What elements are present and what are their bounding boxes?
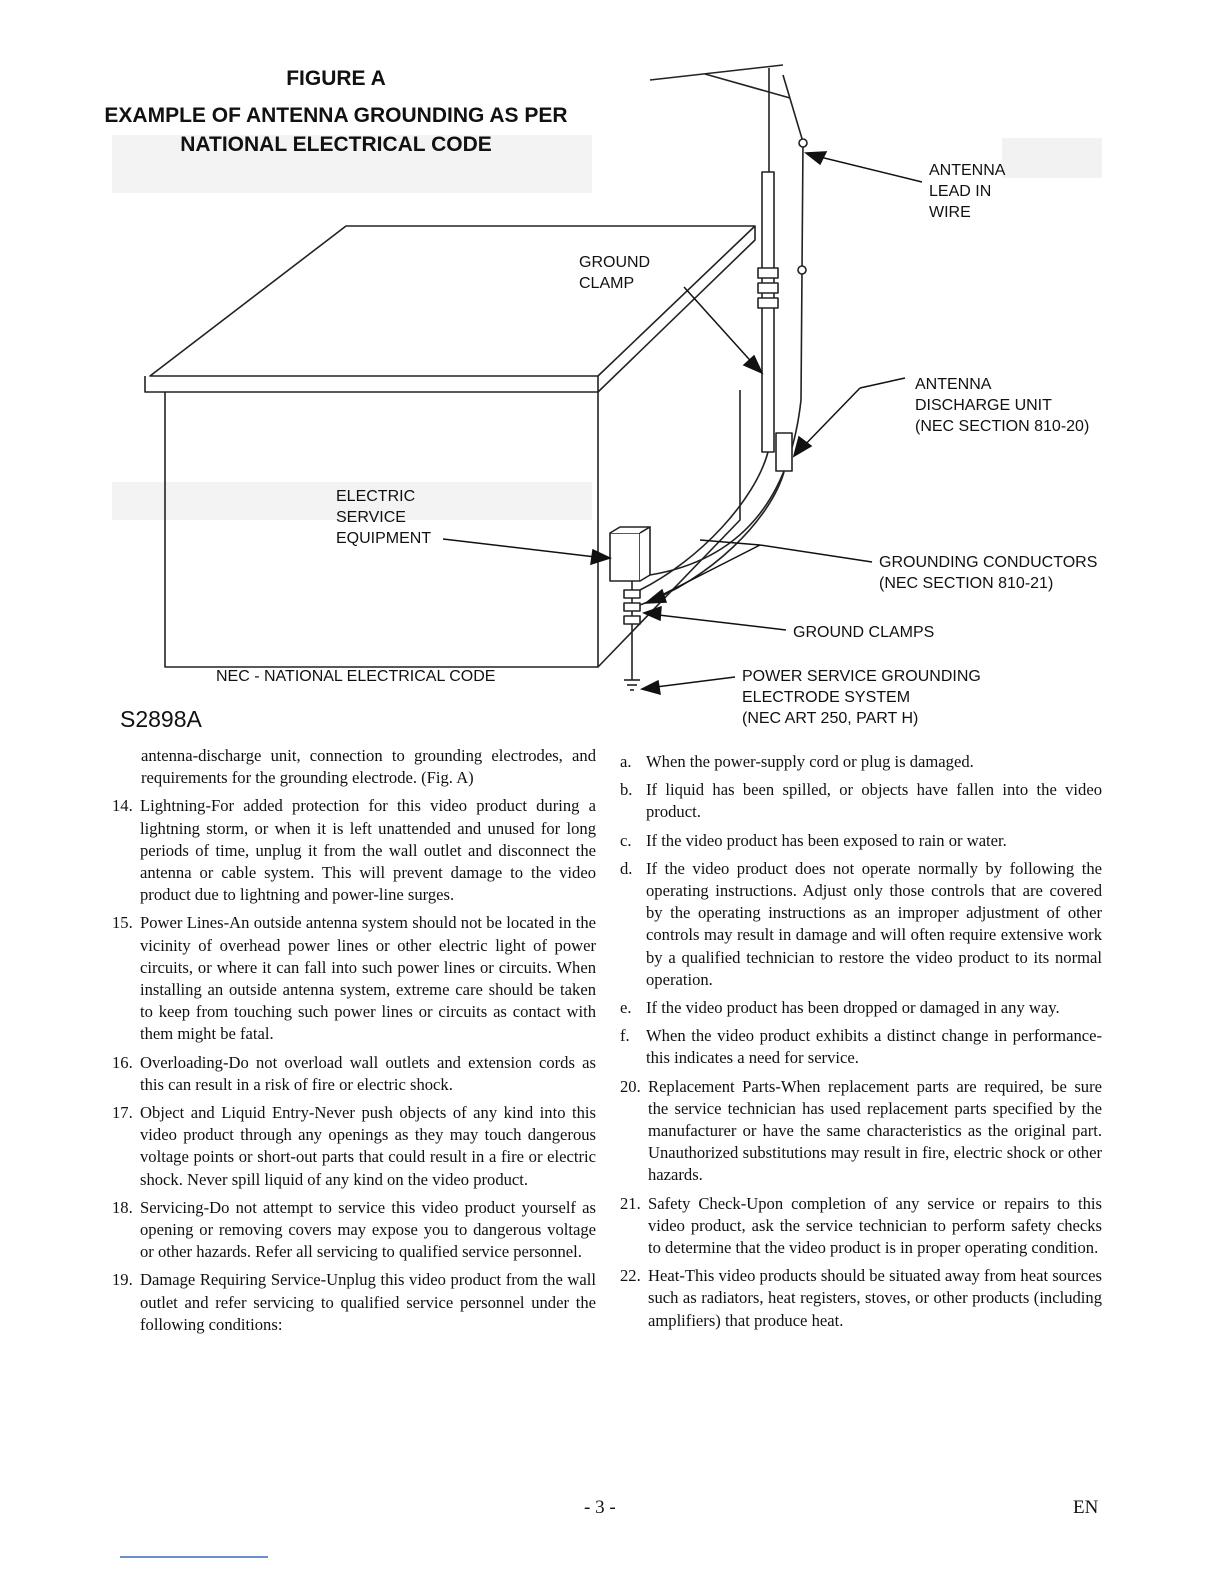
item-text: When the power-supply cord or plug is damaged. bbox=[646, 752, 974, 771]
list-item bbox=[620, 1193, 1102, 1260]
antenna-grounding-diagram bbox=[0, 0, 1224, 740]
item-text: If the video product has been dropped or damaged in any way. bbox=[646, 998, 1060, 1018]
item-text: Safety Check-Upon completion of any service or repairs to this video product, ask the service technician to perform safety checks to determine that the video product is in proper operating condition. bbox=[648, 1193, 1102, 1258]
item-number: 20. bbox=[620, 1076, 641, 1096]
ground-clamp bbox=[624, 616, 640, 624]
item-text: Overloading-Do not overload wall outlets and extension cords as this can result in a risk of fire or electric shock. bbox=[140, 1052, 596, 1094]
scan-edge-line bbox=[120, 1556, 268, 1558]
item-number: 21. bbox=[620, 1193, 641, 1213]
list-item bbox=[112, 1052, 596, 1096]
list-item bbox=[620, 830, 1102, 852]
list-item bbox=[112, 1197, 596, 1264]
list-item bbox=[112, 795, 596, 906]
arrow-head bbox=[744, 356, 762, 373]
item-number: b. bbox=[620, 780, 633, 800]
ground-clamp-mast bbox=[758, 283, 778, 293]
list-item bbox=[620, 858, 1102, 991]
label-ground-clamp: GROUND CLAMP bbox=[579, 254, 651, 292]
item-text: Replacement Parts-When replacement parts are required, be sure the service technician has used replacement parts specified by the manufacturer or have the same characteristics as the original part. Unauthorized substitutions may result in fire, electric shock or other hazards. bbox=[648, 1076, 1102, 1185]
item-text: Power Lines-An outside antenna system should not be located in the vicinity of overhead power lines or other electric light of power circuits, or where it can fall into such power lines or circuits. When installing an outside antenna system, extreme care should be taken to keep from touching such power lines or circuits as contact with them might be fatal. bbox=[140, 913, 596, 1044]
item-number: 16. bbox=[112, 1052, 133, 1072]
house-roof bbox=[150, 226, 755, 376]
item-number: 15. bbox=[112, 913, 133, 933]
item-text: If the video product does not operate normally by following the operating instructions. Adjust only those controls that are covered by the operating instructions as an improper adjustment of other controls may result in damage and will often require extensive work by a qualified technician to restore the video product to its normal operation. bbox=[646, 858, 1102, 989]
model-number: S2898A bbox=[120, 706, 202, 732]
label-grounding-conductors: GROUNDING CONDUCTORS (NEC SECTION 810-21) bbox=[879, 554, 1098, 592]
item-text: If the video product has been exposed to rain or water. bbox=[646, 830, 1007, 850]
item-number: c. bbox=[620, 830, 632, 850]
item-number: d. bbox=[620, 858, 633, 878]
item-text: When the video product exhibits a distinct change in performance-this indicates a need for service. bbox=[646, 1026, 1102, 1068]
item-number: 18. bbox=[112, 1197, 133, 1217]
label-nec-note: NEC - NATIONAL ELECTRICAL CODE bbox=[216, 668, 496, 685]
label-antenna-discharge-unit: ANTENNA DISCHARGE UNIT (NEC SECTION 810-20) bbox=[915, 376, 1090, 435]
list-item bbox=[112, 1269, 596, 1336]
ground-clamp bbox=[624, 590, 640, 598]
ground-clamp bbox=[624, 603, 640, 611]
pointer-electric-service bbox=[443, 539, 604, 558]
item-text: Lightning-For added protection for this video product during a lightning storm, or when it is left unattended and unused for long periods of time, unplug it from the wall outlet and disconnect the antenna or cable system. This will prevent damage to the video product due to lightning and power-line surges. bbox=[140, 796, 596, 905]
list-item bbox=[620, 1076, 1102, 1187]
ground-clamp-mast bbox=[758, 298, 778, 308]
item-text: If liquid has been spilled, or objects have fallen into the video product. bbox=[646, 780, 1102, 822]
label-power-service: POWER SERVICE GROUNDING ELECTRODE SYSTEM (NEC ART 250, PART H) bbox=[742, 668, 981, 727]
arrow-head bbox=[806, 152, 826, 164]
standoff bbox=[799, 139, 807, 147]
language-code: EN bbox=[1073, 1497, 1099, 1518]
item-number: e. bbox=[620, 998, 632, 1018]
right-column bbox=[620, 751, 1102, 1338]
discharge-unit bbox=[776, 433, 792, 471]
arrow-head bbox=[646, 590, 666, 603]
arrow-head bbox=[591, 550, 610, 564]
item-text: Heat-This video products should be situated away from heat sources such as radiators, heat registers, stoves, or other products (including amplifiers) that produce heat. bbox=[648, 1266, 1102, 1330]
item-number: 17. bbox=[112, 1103, 133, 1123]
pointer-grounding-conductors bbox=[760, 545, 872, 562]
item-number: 14. bbox=[112, 796, 133, 816]
figure-subtitle-line1: EXAMPLE OF ANTENNA GROUNDING AS PER bbox=[104, 104, 568, 127]
grounding-conductor bbox=[640, 452, 768, 590]
list-item bbox=[112, 1102, 596, 1191]
list-item bbox=[620, 997, 1102, 1019]
list-item bbox=[620, 1265, 1102, 1332]
standoff bbox=[798, 266, 806, 274]
list-item bbox=[620, 751, 1102, 773]
house-roof-edge bbox=[145, 376, 598, 392]
house-roof-edge bbox=[598, 226, 755, 392]
pointer-power-service bbox=[648, 677, 735, 688]
label-antenna-lead-in-wire: ANTENNA LEAD IN WIRE bbox=[929, 162, 1006, 221]
electric-service-box bbox=[610, 533, 640, 581]
pointer-ground-clamps bbox=[650, 614, 786, 630]
ground-clamp-mast bbox=[758, 268, 778, 278]
page-number: - 3 - bbox=[584, 1497, 616, 1518]
figure-subtitle-line2: NATIONAL ELECTRICAL CODE bbox=[180, 133, 492, 156]
item-text: Object and Liquid Entry-Never push objects of any kind into this video product through any openings as they may touch dangerous voltage points or short-out parts that could result in a fire or electric shock. Never spill liquid of any kind on the video product. bbox=[140, 1103, 596, 1189]
item-text: Damage Requiring Service-Unplug this video product from the wall outlet and refer servicing to qualified service personnel under the following conditions: bbox=[140, 1270, 596, 1334]
antenna-mast bbox=[762, 172, 774, 452]
item-number: 19. bbox=[112, 1270, 133, 1290]
antenna-element bbox=[705, 74, 790, 98]
continuation-text: antenna-discharge unit, connection to grounding electrodes, and requirements for the grounding electrode. (Fig. A) bbox=[141, 746, 596, 788]
label-electric-service-equipment: ELECTRIC SERVICE EQUIPMENT bbox=[336, 488, 432, 547]
lead-in-wire bbox=[650, 75, 803, 575]
pointer-discharge bbox=[860, 378, 905, 388]
item-number: a. bbox=[620, 752, 632, 771]
list-item bbox=[620, 779, 1102, 823]
list-item bbox=[112, 912, 596, 1045]
arrow-head bbox=[794, 437, 811, 456]
label-ground-clamps: GROUND CLAMPS bbox=[793, 624, 935, 641]
figure-title: FIGURE A bbox=[286, 67, 386, 90]
pointer-ground-clamp bbox=[684, 287, 757, 368]
item-number: 22. bbox=[620, 1266, 641, 1286]
arrow-head bbox=[644, 607, 661, 620]
item-text: Servicing-Do not attempt to service this video product yourself as opening or removing covers may expose you to dangerous voltage or other hazards. Refer all servicing to qualified service personnel. bbox=[140, 1197, 596, 1262]
list-item bbox=[620, 1025, 1102, 1069]
arrow-head bbox=[642, 681, 660, 694]
item-number: f. bbox=[620, 1026, 630, 1046]
left-column bbox=[112, 745, 596, 1342]
pointer-lead-in bbox=[812, 155, 922, 182]
